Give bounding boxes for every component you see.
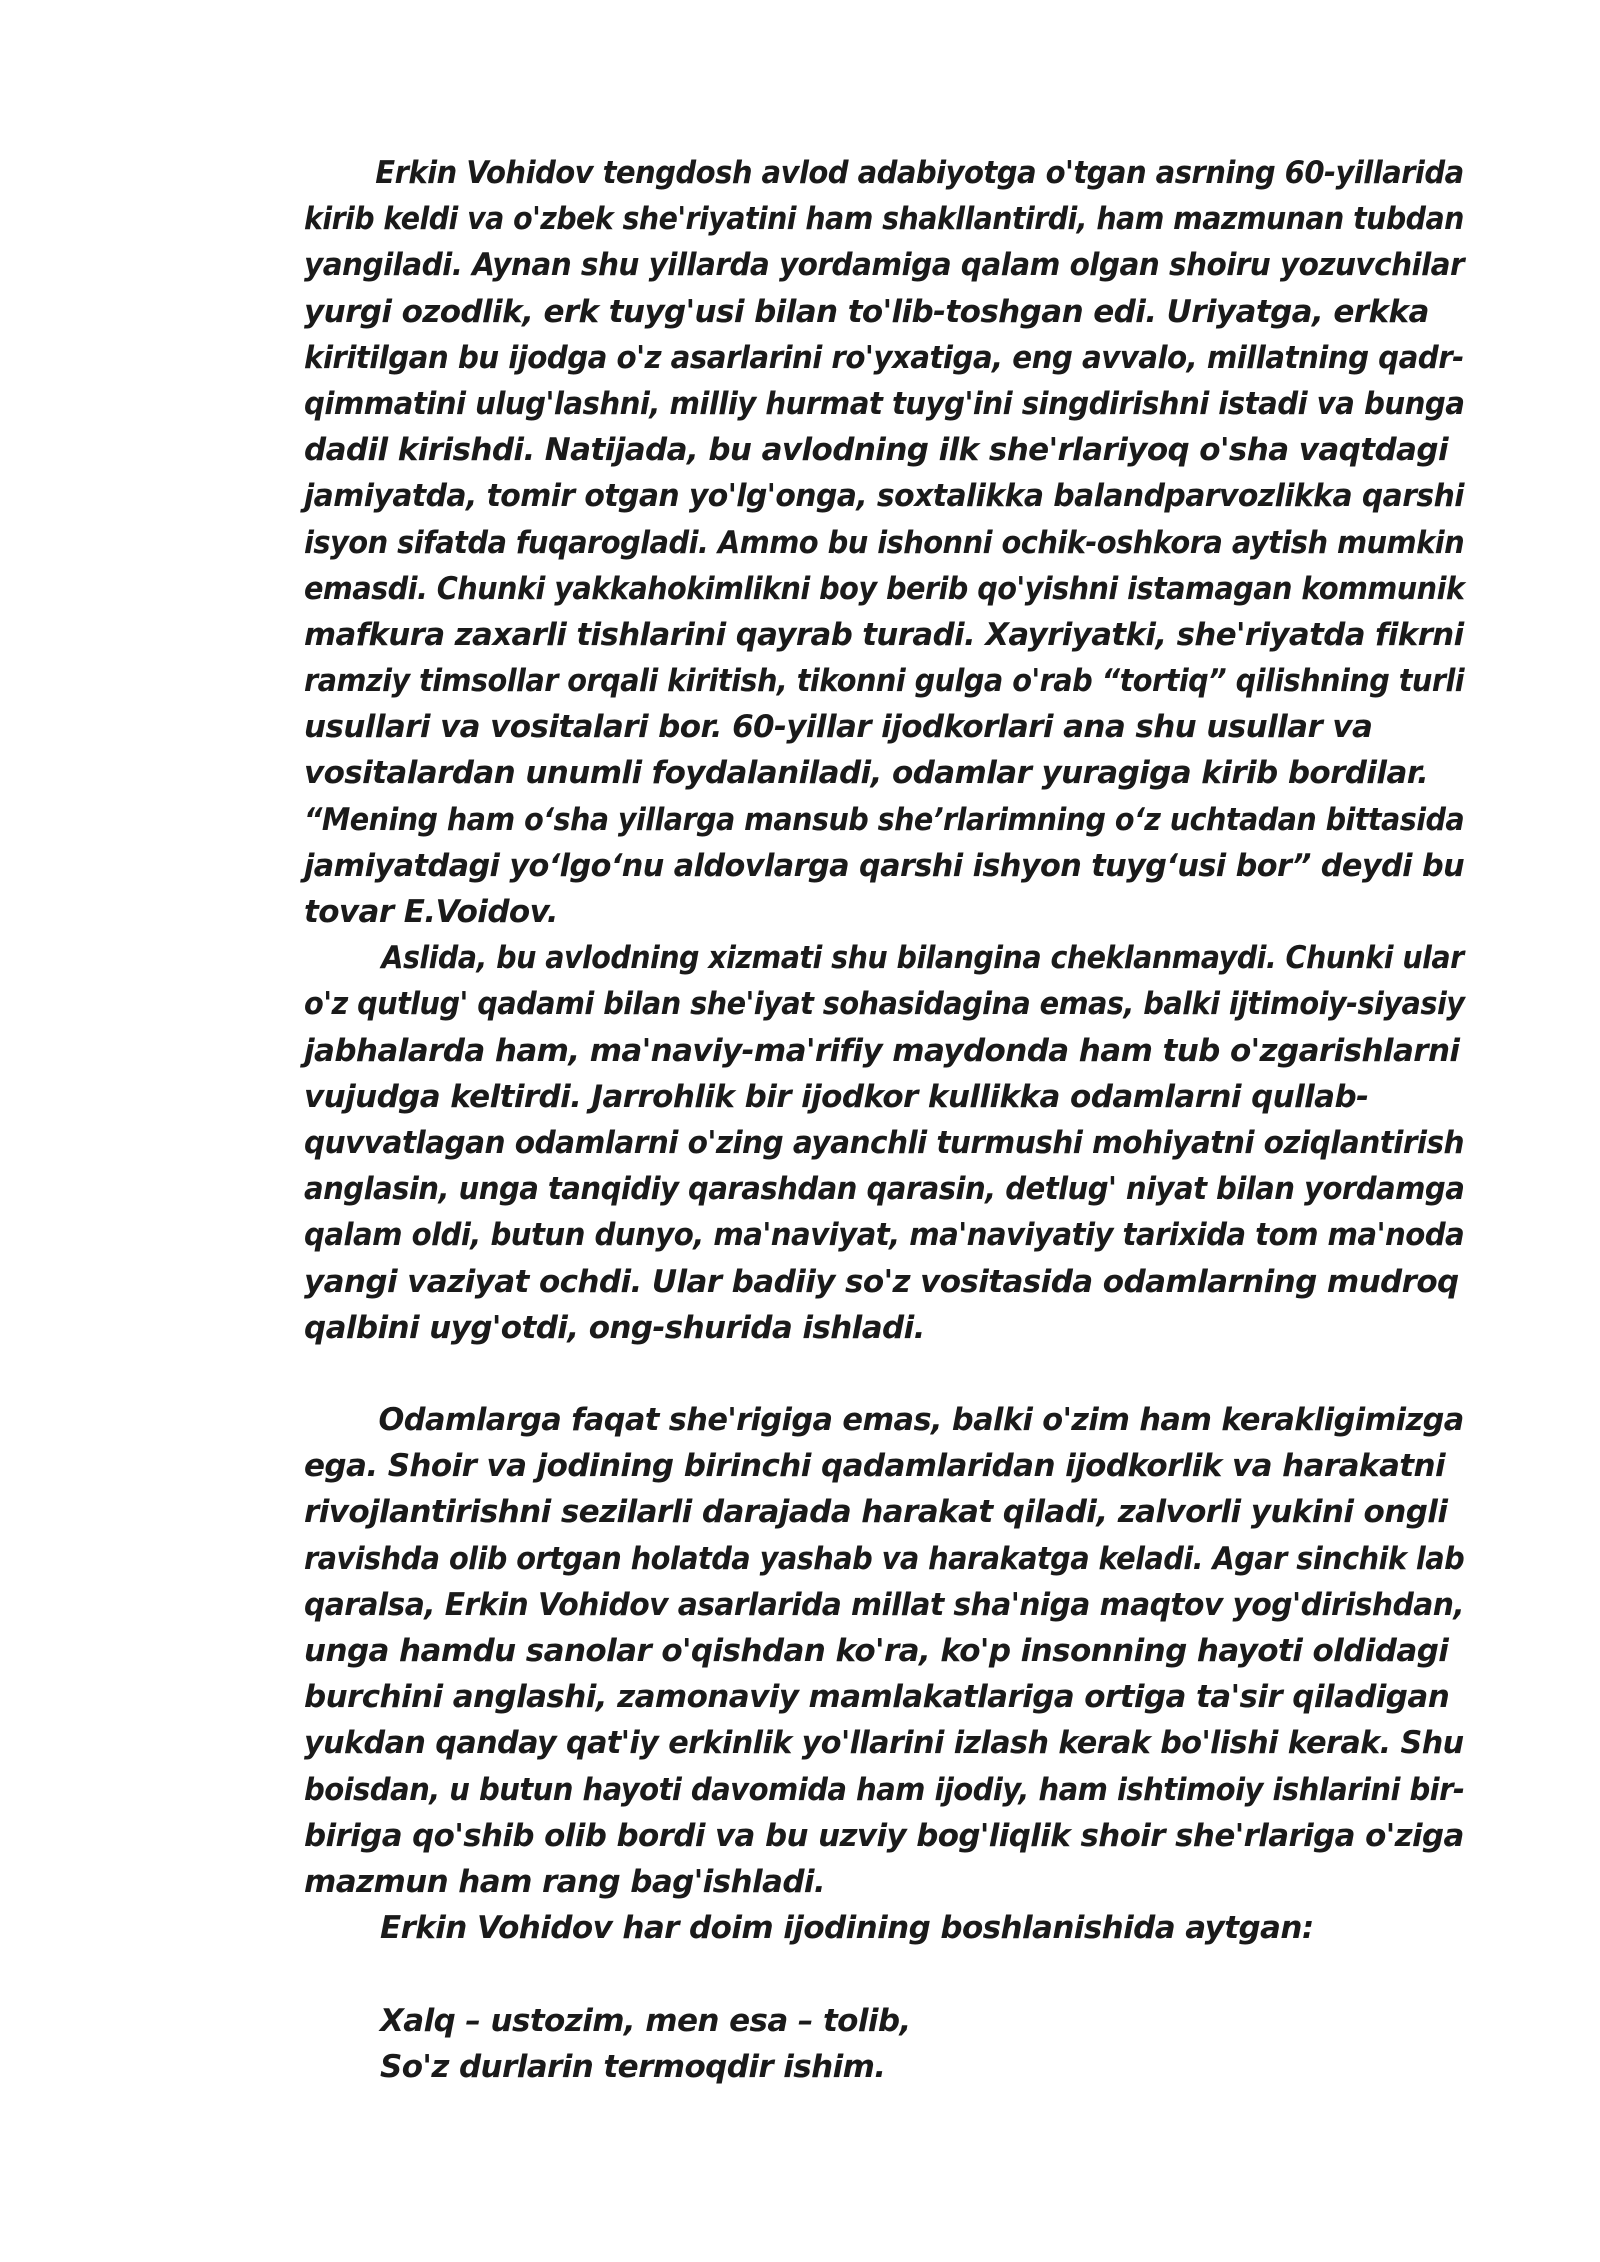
text-line: vujudga keltirdi. Jarrohlik bir ijodkor kullikka odamlarni qullab- xyxy=(304,1078,1369,1115)
text-line: jamiyatda, tomir otgan yo'lg'onga, soxtalikka balandparvozlikka qarshi xyxy=(304,478,1464,515)
text-line: “Mening ham o‘sha yillarga mansub she’rlarimning o‘z uchtadan bittasida xyxy=(304,801,1465,838)
text-line: boisdan, u butun hayoti davomida ham ijodiy, ham ishtimoiy ishlarini bir- xyxy=(304,1771,1465,1808)
text-line: dadil kirishdi. Natijada, bu avlodning ilk she'rlariyoq o'sha vaqtdagi xyxy=(304,432,1448,469)
text-line: kirib keldi va o'zbek she'riyatini ham shakllantirdi, ham mazmunan tubdan xyxy=(304,201,1464,238)
text-line: Erkin Vohidov har doim ijodining boshlanishida aytgan: xyxy=(380,1910,1314,1947)
text-line: Odamlarga faqat she'rigiga emas, balki o'zim ham kerakligimizga xyxy=(378,1402,1464,1439)
text-line: qimmatini ulug'lashni, milliy hurmat tuyg'ini singdirishni istadi va bunga xyxy=(304,385,1465,422)
text-line: yangiladi. Aynan shu yillarda yordamiga qalam olgan shoiru yozuvchilar xyxy=(304,247,1465,284)
text-line: rivojlantirishni sezilarli darajada harakat qiladi, zalvorli yukini ongli xyxy=(304,1494,1448,1531)
text-line: yukdan qanday qat'iy erkinlik yo'llarini izlash kerak bo'lishi kerak. Shu xyxy=(304,1725,1464,1762)
text-line: Erkin Vohidov tengdosh avlod adabiyotga o'tgan asrning 60-yillarida xyxy=(375,155,1464,191)
paragraph-3 xyxy=(304,1397,1464,1905)
text-line: jabhalarda ham, ma'naviy-ma'rifiy maydonda ham tub o'zgarishlarni xyxy=(304,1032,1460,1069)
text-line: quvvatlagan odamlarni o'zing ayanchli turmushi mohiyatni oziqlantirish xyxy=(304,1124,1464,1161)
text-line: ega. Shoir va jodining birinchi qadamlaridan ijodkorlik va harakatni xyxy=(304,1448,1445,1485)
text-line: isyon sifatda fuqarogladi. Ammo bu ishonni ochik-oshkora aytish mumkin xyxy=(304,524,1465,561)
text-line: unga hamdu sanolar o'qishdan ko'ra, ko'p insonning hayoti oldidagi xyxy=(304,1633,1449,1669)
text-line: ramziy timsollar orqali kiritish, tikonni gulga o'rab “tortiq” qilishning turli xyxy=(304,663,1465,700)
poem-line: So'z durlarin termoqdir ishim. xyxy=(380,2048,886,2085)
paragraph-spacer xyxy=(304,1951,1464,1997)
text-line: biriga qo'shib olib bordi va bu uzviy bog'liqlik shoir she'rlariga o'ziga xyxy=(304,1817,1464,1854)
text-line: qalbini uyg'otdi, ong-shurida ishladi. xyxy=(304,1309,925,1346)
document-body xyxy=(304,150,1464,2090)
text-line: yangi vaziyat ochdi. Ular badiiy so'z vositasida odamlarning mudroq xyxy=(304,1263,1459,1300)
text-line: jamiyatdagi yo‘lgo‘nu aldovlarga qarshi ishyon tuyg‘usi bor” deydi bu xyxy=(304,847,1465,884)
text-line: mafkura zaxarli tishlarini qayrab turadi. Xayriyatki, she'riyatda fikrni xyxy=(304,616,1464,653)
text-line: anglasin, unga tanqidiy qarashdan qarasin, detlug' niyat bilan yordamga xyxy=(304,1171,1465,1208)
paragraph-1 xyxy=(304,150,1464,935)
text-line: qalam oldi, butun dunyo, ma'naviyat, ma'naviyatiy tarixida tom ma'noda xyxy=(304,1217,1465,1254)
text-line: emasdi. Chunki yakkahokimlikni boy berib qo'yishni istamagan kommunik xyxy=(304,570,1465,607)
text-line: tovar E.Voidov. xyxy=(304,894,558,930)
poem-quote xyxy=(304,1998,1464,2090)
text-line: ravishda olib ortgan holatda yashab va harakatga keladi. Agar sinchik lab xyxy=(304,1540,1465,1577)
paragraph-4 xyxy=(304,1905,1464,1951)
text-line: kiritilgan bu ijodga o'z asarlarini ro'yxatiga, eng avvalo, millatning qadr- xyxy=(304,339,1464,376)
paragraph-2 xyxy=(304,935,1464,1351)
text-line: o'z qutlug' qadami bilan she'iyat sohasidagina emas, balki ijtimoiy-siyasiy xyxy=(304,986,1465,1023)
paragraph-spacer xyxy=(304,1351,1464,1397)
text-line: qaralsa, Erkin Vohidov asarlarida millat sha'niga maqtov yog'dirishdan, xyxy=(304,1586,1465,1623)
poem-line: Xalq – ustozim, men esa – tolib, xyxy=(380,2002,911,2039)
text-line: vositalardan unumli foydalaniladi, odamlar yuragiga kirib bordilar. xyxy=(304,755,1429,792)
text-line: mazmun ham rang bag'ishladi. xyxy=(304,1863,826,1900)
text-line: yurgi ozodlik, erk tuyg'usi bilan to'lib-toshgan edi. Uriyatga, erkka xyxy=(304,293,1429,330)
text-line: usullari va vositalari bor. 60-yillar ijodkorlari ana shu usullar va xyxy=(304,709,1373,746)
text-line: burchini anglashi, zamonaviy mamlakatlariga ortiga ta'sir qiladigan xyxy=(304,1679,1450,1716)
text-line: Aslida, bu avlodning xizmati shu bilangina cheklanmaydi. Chunki ular xyxy=(381,940,1464,977)
